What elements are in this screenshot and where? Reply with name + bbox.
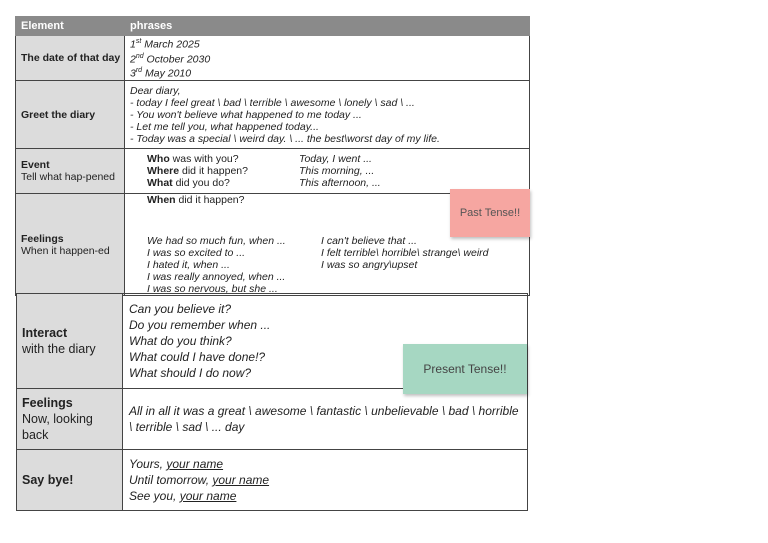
element-label (17, 294, 123, 389)
date-line: 3rd May 2010 (130, 67, 192, 80)
interact-title: Interact (22, 326, 68, 340)
diary-table-top (15, 16, 530, 296)
date-label: The date of that day (21, 52, 121, 64)
greet-phrases: Dear diary, - today I feel great \ bad \ terrible \ awesome \ lonely \ sad \ ... - You won't believe what happened to me today ... - Let me tell you, what happened today... - Today was a special \ weird day. \ ... the best\worst day of my life. (125, 81, 530, 149)
greet-label: Greet the diary (21, 108, 96, 121)
date-phrases (125, 36, 530, 81)
feelings-sub: When it happen-ed (21, 244, 110, 257)
table-row (16, 81, 530, 149)
feelings-title: Feelings (21, 232, 64, 245)
table-row (16, 36, 530, 81)
element-label (17, 450, 123, 511)
interact-phrases: Can you believe it? Do you remember when ... What do you think? What could I have done!? What should I do now? (123, 294, 528, 389)
element-label (16, 81, 125, 149)
element-label (16, 149, 125, 194)
bye-phrases: Yours, your name Until tomorrow, your name See you, your name (123, 450, 528, 511)
diary-table-bottom (16, 293, 528, 511)
header-element: Element (16, 17, 125, 36)
table-header-row (16, 17, 530, 36)
event-phrases: Who was with you? Where did it happen? What did you do? Today, I went ... This morning, ... This afternoon, ... (125, 149, 530, 194)
sticky-note-past-tense[interactable]: Past Tense!! (450, 189, 530, 237)
element-label (16, 194, 125, 296)
element-label (16, 36, 125, 81)
table-row (17, 450, 528, 511)
feelings-now-title: Feelings (22, 396, 73, 410)
event-title: Event (21, 159, 50, 171)
date-line: 2nd October 2030 (130, 52, 211, 66)
element-label (17, 389, 123, 450)
date-line: 1st March 2025 (130, 38, 200, 51)
sticky-note-present-tense[interactable]: Present Tense!! (403, 344, 527, 394)
feelings-now-phrases: All in all it was a great \ awesome \ fantastic \ unbelievable \ bad \ horrible \ terrible \ sad \ ... day (123, 389, 528, 450)
feelings-now-sub: Now, looking back (22, 412, 93, 442)
table-row (17, 389, 528, 450)
table-row (16, 149, 530, 194)
interact-sub: with the diary (22, 342, 96, 356)
event-sub: Tell what hap-pened (21, 171, 115, 183)
feelings-phrases: When did it happen? We had so much fun, when ... I was so excited to ... I hated it, when ... I was really annoyed, when ... I was so nervous, but she ... I can't believe that ... I felt terrible\ horrible\ strange\ weird I was so angry\upset (125, 194, 530, 296)
header-phrases: phrases (125, 17, 530, 36)
bye-title: Say bye! (22, 473, 74, 487)
